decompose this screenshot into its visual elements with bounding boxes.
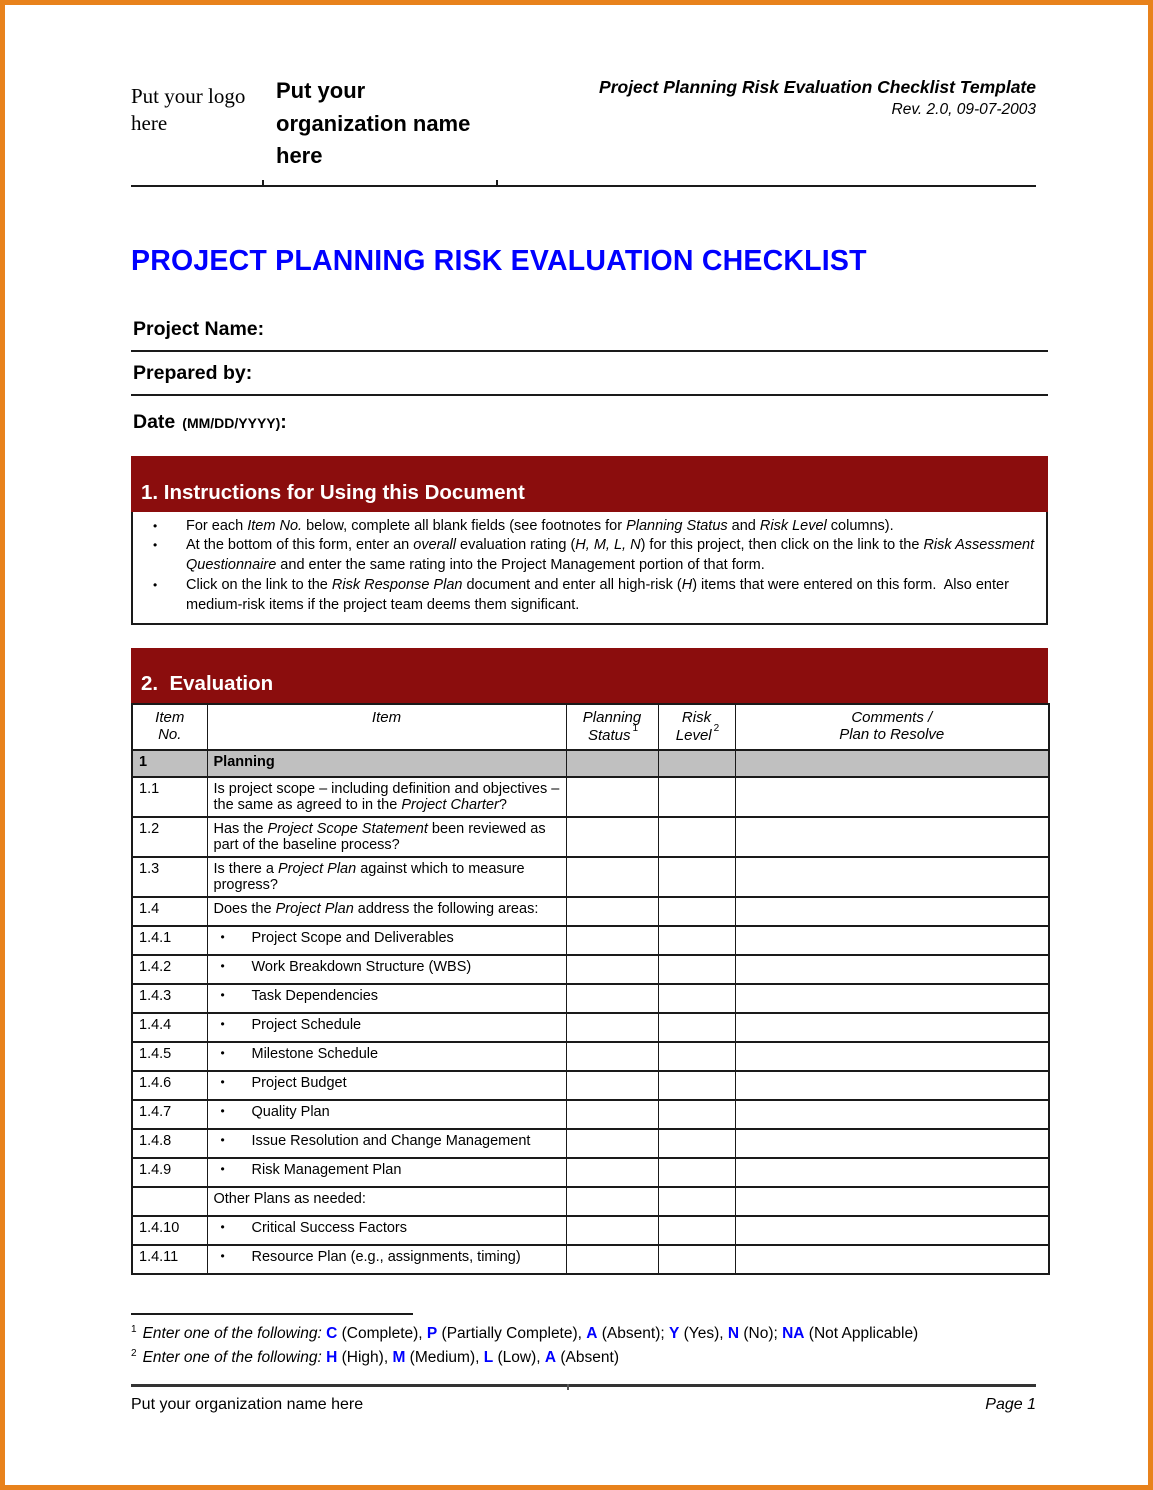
text-run: evaluation rating (	[456, 537, 576, 554]
text-run: Risk Management Plan	[251, 1162, 402, 1179]
bullet-icon: •	[153, 538, 158, 553]
text-run: (Absent)	[556, 1348, 619, 1366]
text-run: Is there a	[213, 861, 278, 878]
risk-level-cell[interactable]	[658, 897, 735, 926]
footnote-intro: Enter one of the following:	[142, 1348, 327, 1366]
item-number-cell: 1.4.3	[132, 984, 207, 1013]
bullet-icon: •	[220, 1220, 225, 1235]
risk-level-cell[interactable]	[658, 1100, 735, 1129]
text-run: (Not Applicable)	[804, 1325, 919, 1343]
risk-level-cell[interactable]	[658, 1013, 735, 1042]
footnote-key: L	[483, 1348, 494, 1366]
item-text	[252, 988, 542, 1004]
prepared-by-field	[131, 352, 1048, 396]
text-run: overall	[413, 537, 456, 554]
planning-status-cell[interactable]	[566, 817, 658, 857]
item-text-cell	[207, 984, 566, 1013]
item-text	[252, 959, 542, 975]
text-run: Planning Status	[626, 517, 728, 534]
footnote-key: NA	[782, 1325, 805, 1343]
table-row	[132, 1013, 1049, 1042]
footnote-key: A	[544, 1348, 557, 1366]
risk-level-cell[interactable]	[658, 984, 735, 1013]
item-text-cell	[207, 1042, 566, 1071]
item-number-cell: 1.4.10	[132, 1216, 207, 1245]
text-run: Is project scope – including definition and objectives – the same as agreed to in the	[213, 781, 560, 814]
item-text	[252, 1220, 542, 1236]
section-1-heading: 1. Instructions for Using this Document	[141, 480, 525, 504]
table-row	[132, 1187, 1049, 1216]
item-number-cell: 1.4.4	[132, 1013, 207, 1042]
text-run: Milestone Schedule	[251, 1046, 379, 1063]
group-empty-cell	[566, 750, 658, 777]
date-field	[131, 396, 1048, 456]
text-run: and enter the same rating into the Project Management portion of that form.	[276, 557, 765, 574]
instructions-list	[131, 512, 1048, 626]
planning-status-cell[interactable]	[566, 1013, 658, 1042]
section-2-heading-bar	[131, 648, 1048, 703]
footnote-key: A	[586, 1325, 598, 1343]
footnote-key: N	[727, 1325, 740, 1343]
text-run: (Low),	[493, 1348, 545, 1366]
table-row	[132, 955, 1049, 984]
footnote-reference: 2	[713, 723, 720, 735]
instruction-text	[186, 517, 1036, 537]
risk-level-cell[interactable]	[658, 1245, 735, 1274]
table-row	[132, 897, 1049, 926]
planning-status-cell[interactable]	[566, 1100, 658, 1129]
table-row	[132, 1245, 1049, 1274]
item-number-cell: 1.4.5	[132, 1042, 207, 1071]
instruction-text	[186, 536, 1039, 575]
comments-cell[interactable]	[735, 1216, 1049, 1245]
risk-level-cell[interactable]	[658, 777, 735, 817]
footnote-key: M	[392, 1348, 406, 1366]
bullet-icon: •	[220, 1104, 225, 1119]
text-run: ) items that were entered on this form. Also enter medium-risk items if the project team deems them significant.	[186, 576, 1013, 613]
item-text-cell	[207, 955, 566, 984]
text-run: H	[681, 576, 693, 593]
text-run: (Partially Complete),	[437, 1325, 587, 1343]
text-run: For each	[186, 517, 248, 534]
table-row	[132, 1042, 1049, 1071]
text-run: document and enter all high-risk (	[462, 576, 682, 593]
document-title: Project Planning Risk Evaluation Checklist Template	[599, 77, 1036, 97]
risk-level-cell[interactable]	[658, 955, 735, 984]
group-empty-cell	[658, 750, 735, 777]
comments-cell[interactable]	[735, 1187, 1049, 1216]
date-format-label: (MM/DD/YYYY)	[182, 414, 281, 431]
prepared-by-input[interactable]	[252, 359, 1048, 379]
comments-cell[interactable]	[735, 1042, 1049, 1071]
group-empty-cell	[735, 750, 1049, 777]
planning-status-cell[interactable]	[566, 926, 658, 955]
table-row	[132, 777, 1049, 817]
bullet-icon: •	[153, 518, 158, 533]
footnote	[131, 1346, 1048, 1369]
group-number-cell: 1	[132, 750, 207, 777]
text-run: ?	[498, 797, 507, 814]
date-input[interactable]	[287, 408, 1048, 428]
planning-status-cell[interactable]	[566, 857, 658, 897]
footnote-key: Y	[668, 1325, 680, 1343]
planning-status-cell[interactable]	[566, 1216, 658, 1245]
risk-level-cell[interactable]	[658, 817, 735, 857]
text-run: Work Breakdown Structure (WBS)	[251, 959, 472, 976]
risk-level-cell[interactable]	[658, 926, 735, 955]
comments-cell[interactable]	[735, 1013, 1049, 1042]
footer-page-number: Page 1	[985, 1396, 1036, 1414]
text-run: Project Plan	[277, 861, 357, 878]
table-row	[132, 1216, 1049, 1245]
table-row	[132, 1071, 1049, 1100]
item-text	[252, 1133, 542, 1149]
prepared-by-label: Prepared by:	[133, 361, 253, 384]
text-run: Risk Level	[759, 517, 827, 534]
item-number-cell: 1.1	[132, 777, 207, 817]
table-column-header: Risk Level $^2$	[658, 704, 735, 750]
planning-status-cell[interactable]	[566, 1042, 658, 1071]
text-run: Risk Response Plan	[331, 576, 463, 593]
text-run: been reviewed as part of the baseline process?	[213, 821, 546, 854]
bullet-icon: •	[220, 930, 225, 945]
item-number-cell: 1.4.11	[132, 1245, 207, 1274]
footnote-marker: 1	[131, 1324, 137, 1336]
table-row	[132, 984, 1049, 1013]
footer-divider-tick	[567, 1384, 569, 1390]
item-number-cell: 1.2	[132, 817, 207, 857]
header-divider-tick	[262, 180, 264, 187]
text-run: below, complete all blank fields (see footnotes for	[302, 517, 627, 534]
instruction-text	[186, 576, 1036, 615]
planning-status-cell[interactable]	[566, 1158, 658, 1187]
item-text-cell	[207, 1071, 566, 1100]
footnote-separator	[131, 1313, 413, 1315]
planning-status-cell[interactable]	[566, 1245, 658, 1274]
header-divider-tick	[496, 180, 498, 187]
text-run: against which to measure progress?	[213, 861, 525, 894]
item-text-cell	[207, 1216, 566, 1245]
bullet-icon: •	[220, 1075, 225, 1090]
text-run: Project Charter	[401, 797, 499, 814]
footnote-reference: 1	[632, 723, 639, 735]
item-number-cell: 1.4.8	[132, 1129, 207, 1158]
item-number-cell: 1.3	[132, 857, 207, 897]
text-run: columns).	[826, 517, 894, 534]
text-run: (High),	[337, 1348, 393, 1366]
table-row	[132, 1129, 1049, 1158]
planning-status-cell[interactable]	[566, 984, 658, 1013]
footnote-key: C	[326, 1325, 338, 1343]
text-run: ) for this project, then click on the link to the	[640, 537, 924, 554]
section-1-heading-bar	[131, 456, 1048, 512]
page-footer	[131, 1384, 1036, 1414]
text-run: (Medium),	[405, 1348, 484, 1366]
item-text	[252, 1075, 542, 1091]
comments-cell[interactable]	[735, 1071, 1049, 1100]
table-row	[132, 857, 1049, 897]
item-number-cell: 1.4.1	[132, 926, 207, 955]
comments-cell[interactable]	[735, 955, 1049, 984]
item-text-cell	[207, 817, 566, 857]
instruction-item	[133, 517, 1036, 537]
table-row	[132, 926, 1049, 955]
comments-cell[interactable]	[735, 817, 1049, 857]
text-run: address the following areas:	[353, 901, 539, 918]
item-text-cell	[207, 1187, 566, 1216]
item-number-cell: 1.4	[132, 897, 207, 926]
table-row	[132, 817, 1049, 857]
item-text-cell	[207, 857, 566, 897]
risk-level-cell[interactable]	[658, 1129, 735, 1158]
form-fields	[131, 308, 1048, 456]
comments-cell[interactable]	[735, 1129, 1049, 1158]
text-run: Other Plans as needed:	[213, 1191, 366, 1208]
comments-cell[interactable]	[735, 777, 1049, 817]
table-column-header: Item No.	[132, 704, 207, 750]
text-run: (Absent);	[597, 1325, 669, 1343]
item-text-cell	[207, 1245, 566, 1274]
bullet-icon: •	[220, 1249, 225, 1264]
document-meta	[500, 75, 1036, 173]
text-run: (No);	[739, 1325, 783, 1343]
item-text-cell	[207, 926, 566, 955]
text-run: Project Scope and Deliverables	[251, 930, 454, 947]
table-group-row	[132, 750, 1049, 777]
text-run: H, M, L, N	[575, 537, 641, 554]
item-text-cell	[207, 1013, 566, 1042]
item-text	[252, 930, 542, 946]
text-run: Issue Resolution and Change Management	[251, 1133, 531, 1150]
table-column-header: Item	[207, 704, 566, 750]
item-number-cell: 1.4.9	[132, 1158, 207, 1187]
text-run: Resource Plan (e.g., assignments, timing)	[251, 1249, 521, 1266]
bullet-icon: •	[220, 959, 225, 974]
footnote-intro: Enter one of the following:	[142, 1325, 327, 1343]
comments-cell[interactable]	[735, 1100, 1049, 1129]
comments-cell[interactable]	[735, 926, 1049, 955]
item-text	[252, 1249, 542, 1265]
footnote	[131, 1322, 1048, 1345]
project-name-field	[131, 308, 1048, 352]
comments-cell[interactable]	[735, 984, 1049, 1013]
instruction-item	[133, 576, 1036, 615]
item-text-cell	[207, 1100, 566, 1129]
text-run: (Yes),	[679, 1325, 728, 1343]
text-run: Project Scope Statement	[267, 821, 428, 838]
instruction-item	[133, 536, 1039, 575]
text-run: (Complete),	[337, 1325, 427, 1343]
table-column-header: Planning Status $^1$	[566, 704, 658, 750]
planning-status-cell[interactable]	[566, 777, 658, 817]
footnotes	[131, 1322, 1048, 1369]
date-colon: :	[280, 410, 287, 433]
logo-placeholder: Put your logo here	[131, 84, 246, 136]
item-text-cell	[207, 1158, 566, 1187]
footnote-marker: 2	[131, 1347, 137, 1359]
comments-cell[interactable]	[735, 1245, 1049, 1274]
risk-level-cell[interactable]	[658, 1158, 735, 1187]
footer-organization: Put your organization name here	[131, 1396, 364, 1414]
table-column-header: Comments / Plan to Resolve	[735, 704, 1049, 750]
planning-status-cell[interactable]	[566, 1071, 658, 1100]
footnote-key: P	[426, 1325, 438, 1343]
item-text	[252, 1104, 542, 1120]
risk-level-cell[interactable]	[658, 1042, 735, 1071]
bullet-icon: •	[220, 988, 225, 1003]
page-title: PROJECT PLANNING RISK EVALUATION CHECKLIST	[131, 244, 867, 277]
bullet-icon: •	[153, 577, 158, 592]
organization-name-placeholder: Put your organization name here	[276, 78, 471, 169]
project-name-label: Project Name:	[133, 317, 265, 340]
item-number-cell: 1.4.6	[132, 1071, 207, 1100]
text-run: Critical Success Factors	[251, 1220, 408, 1237]
risk-level-cell[interactable]	[658, 1216, 735, 1245]
risk-level-cell[interactable]	[658, 1187, 735, 1216]
bullet-icon: •	[220, 1046, 225, 1061]
item-text-cell	[207, 777, 566, 817]
item-text-cell	[207, 1129, 566, 1158]
section-2-heading: 2. Evaluation	[141, 672, 274, 696]
planning-status-cell[interactable]	[566, 1187, 658, 1216]
text-run: Does the	[213, 901, 276, 918]
evaluation-table	[131, 703, 1050, 1275]
text-run: At the bottom of this form, enter an	[186, 537, 414, 554]
item-number-cell: 1.4.2	[132, 955, 207, 984]
text-run: Has the	[213, 821, 268, 838]
item-text-cell	[207, 897, 566, 926]
table-row	[132, 1100, 1049, 1129]
item-text	[252, 1162, 542, 1178]
document-revision: Rev. 2.0, 09-07-2003	[891, 101, 1036, 118]
bullet-icon: •	[220, 1133, 225, 1148]
bullet-icon: •	[220, 1162, 225, 1177]
item-number-cell: 1.4.7	[132, 1100, 207, 1129]
page-content	[5, 5, 1148, 1414]
planning-status-cell[interactable]	[566, 955, 658, 984]
text-run: Item No.	[247, 517, 303, 534]
risk-level-cell[interactable]	[658, 1071, 735, 1100]
comments-cell[interactable]	[735, 857, 1049, 897]
text-run: Click on the link to the	[186, 576, 332, 593]
comments-cell[interactable]	[735, 1158, 1049, 1187]
item-text	[252, 1046, 542, 1062]
group-label-cell: Planning	[207, 750, 566, 777]
text-run: Quality Plan	[251, 1104, 330, 1121]
planning-status-cell[interactable]	[566, 897, 658, 926]
risk-level-cell[interactable]	[658, 857, 735, 897]
text-run: Project Budget	[251, 1075, 347, 1092]
table-header-row	[132, 704, 1049, 750]
table-row	[132, 1158, 1049, 1187]
bullet-icon: •	[220, 1017, 225, 1032]
text-run: Risk Assessment Questionnaire	[186, 537, 1039, 574]
item-text	[252, 1017, 542, 1033]
comments-cell[interactable]	[735, 897, 1049, 926]
text-run: Project Schedule	[251, 1017, 362, 1034]
item-number-cell	[132, 1187, 207, 1216]
date-label: Date	[133, 410, 176, 433]
text-run: Project Plan	[275, 901, 354, 918]
text-run: Task Dependencies	[251, 988, 379, 1005]
project-name-input[interactable]	[264, 315, 1048, 335]
text-run: and	[727, 517, 760, 534]
footnote-key: H	[326, 1348, 338, 1366]
planning-status-cell[interactable]	[566, 1129, 658, 1158]
page-header	[131, 75, 1036, 187]
